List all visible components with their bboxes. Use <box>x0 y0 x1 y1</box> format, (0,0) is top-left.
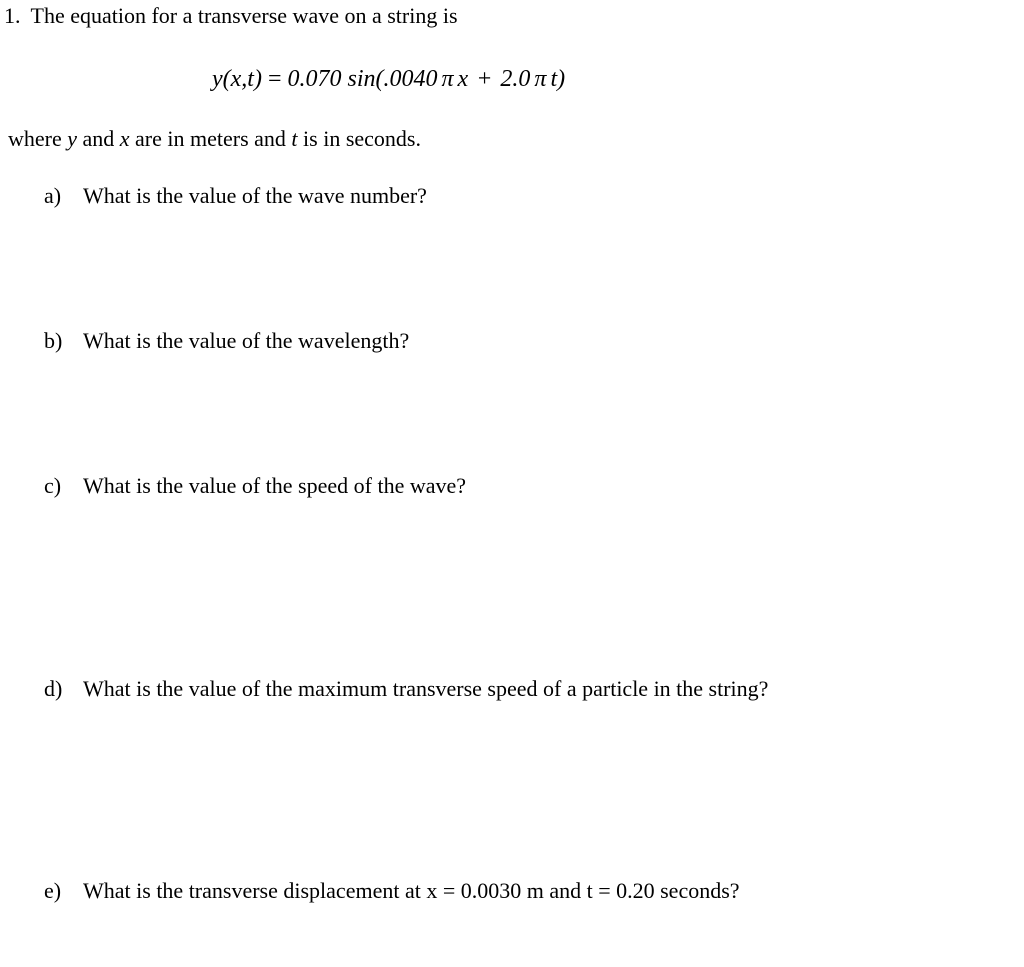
question-c <box>44 475 466 497</box>
units-y: y <box>67 126 78 151</box>
equation-amplitude-sin: 0.070 sin(.0040 <box>287 66 438 92</box>
equation-t-close: t) <box>550 66 566 92</box>
units-and: and <box>82 126 115 151</box>
units-seconds: is in seconds. <box>303 126 421 151</box>
equation-pi-2: π <box>534 66 547 92</box>
equation-pi-1: π <box>441 66 454 92</box>
wave-equation <box>212 67 565 91</box>
equation-x-var: x <box>457 66 469 92</box>
question-text: What is the value of the maximum transverse speed of a particle in the string? <box>83 676 769 701</box>
units-note <box>8 128 421 150</box>
question-label: b) <box>44 328 63 353</box>
question-a <box>44 185 427 207</box>
question-b <box>44 330 409 352</box>
equation-coef-2: 2.0 <box>500 66 531 92</box>
units-where: where <box>8 126 62 151</box>
question-text: What is the value of the speed of the wave? <box>83 473 467 498</box>
units-x: x <box>119 126 130 151</box>
problem-statement-text: The equation for a transverse wave on a string is <box>30 3 458 28</box>
question-label: e) <box>44 878 62 903</box>
problem-number: 1. <box>4 3 21 28</box>
question-text: What is the value of the wavelength? <box>83 328 410 353</box>
question-text: What is the transverse displacement at x = 0.0030 m and t = 0.20 seconds? <box>83 878 740 903</box>
equation-plus: + <box>476 66 493 92</box>
question-text: What is the value of the wave number? <box>83 183 427 208</box>
question-label: a) <box>44 183 62 208</box>
units-t: t <box>291 126 298 151</box>
question-e <box>44 880 740 902</box>
equation-equals: = <box>267 66 282 92</box>
problem-statement <box>4 5 458 27</box>
equation-lhs: y(x,t) <box>212 66 262 92</box>
units-meters: are in meters and <box>135 126 286 151</box>
question-d <box>44 678 768 700</box>
question-label: c) <box>44 473 62 498</box>
question-label: d) <box>44 676 63 701</box>
